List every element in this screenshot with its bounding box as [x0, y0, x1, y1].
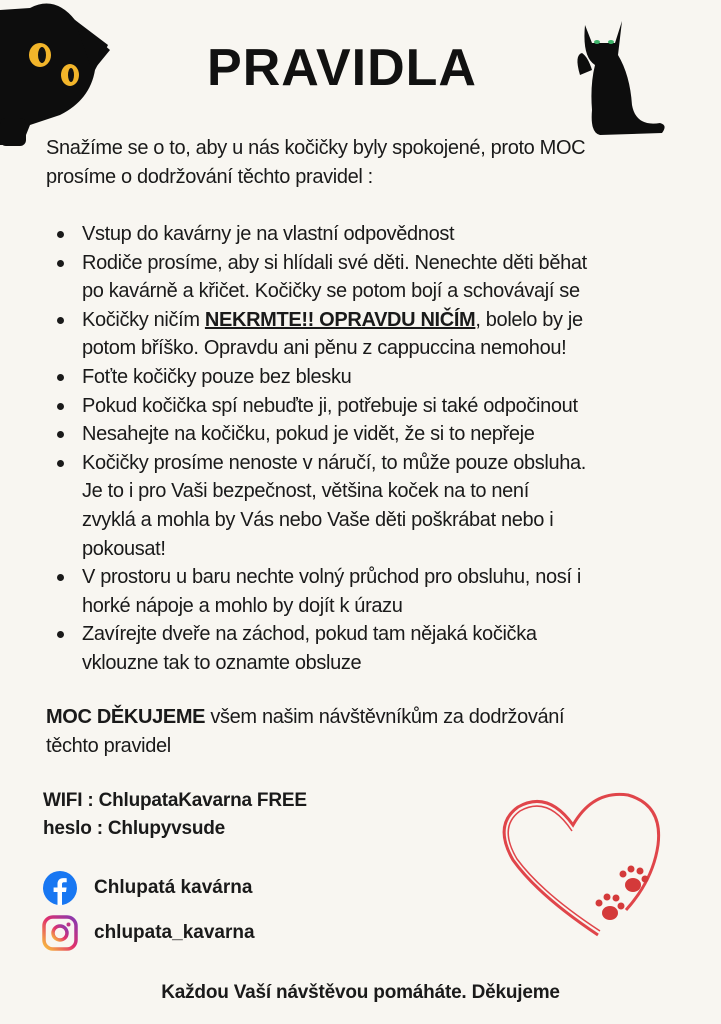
intro-line: Snažíme se o to, aby u nás kočičky byly spokojené, proto MOC: [46, 137, 586, 159]
thanks-line: těchto pravidel: [46, 734, 171, 757]
wifi-name: WIFI : ChlupataKavarna FREE: [43, 790, 307, 811]
rule-text: Foťte kočičky pouze bez blesku: [82, 365, 352, 388]
bullet-icon: [57, 631, 64, 638]
rule-text: Vstup do kavárny je na vlastní odpovědnost: [82, 223, 455, 245]
rule-text: Pokud kočička spí nebuďte ji, potřebuje si také odpočinout: [82, 394, 578, 417]
rule-item: [0, 420, 587, 449]
rule-text: Rodiče prosíme, aby si hlídali své děti. Nenechte děti běhat: [82, 251, 587, 274]
rule-item: [0, 306, 587, 363]
instagram-icon: [42, 915, 78, 951]
rule-item: [0, 363, 587, 392]
rule-text: V prostoru u baru nechte volný průchod pro obsluhu, nosí i: [82, 566, 581, 589]
footer-text: Každou Vaší návštěvou pomáháte. Děkujeme: [161, 982, 560, 1003]
thanks-bold: MOC DĚKUJEME: [46, 706, 206, 728]
rule-text: Je to i pro Vaši bezpečnost, většina koček na to není: [82, 480, 529, 503]
wifi-password: heslo : Chlupyvsude: [43, 818, 226, 839]
intro-line: prosíme o dodržování těchto pravidel :: [46, 165, 373, 188]
rule-text: vklouzne tak to oznamte obsluze: [82, 651, 362, 674]
rule-item: [0, 563, 587, 620]
rule-text: Kočičky prosíme nenoste v náručí, to může pouze obsluha.: [82, 451, 587, 474]
instagram-link[interactable]: [42, 915, 255, 951]
facebook-link[interactable]: [42, 870, 252, 906]
rule-text: zvyklá a mohla by Vás nebo Vaše děti poškrábat nebo i: [82, 508, 554, 531]
rule-text: po kavárně a křičet. Kočičky se potom bojí a schovávají se: [82, 280, 580, 303]
rule-emphasis: NEKRMTE!! OPRAVDU NIČÍM: [204, 308, 476, 331]
rule-text: potom bříško. Opravdu ani pěnu z cappuccina nemohou!: [82, 337, 567, 360]
bullet-icon: [57, 231, 64, 238]
sitting-cat-illustration: [570, 15, 670, 140]
bullet-icon: [57, 431, 64, 438]
instagram-label: chlupata_kavarna: [94, 922, 255, 943]
thanks-text: [46, 703, 564, 760]
bullet-icon: [57, 317, 64, 324]
thanks-rest: všem našim návštěvníkům za dodržování: [205, 706, 565, 728]
rule-text: pokousat!: [82, 537, 166, 560]
bullet-icon: [57, 403, 64, 410]
rule-text: Zavírejte dveře na záchod, pokud tam nějaká kočička: [82, 623, 537, 646]
rule-item: [0, 220, 587, 249]
rule-text: horké nápoje a mohlo by dojít k úrazu: [82, 594, 403, 617]
heart-paws-illustration: [498, 785, 670, 945]
rule-item: [0, 392, 587, 421]
rule-text: Nesahejte na kočičku, pokud je vidět, že si to nepřeje: [82, 423, 535, 446]
facebook-label: Chlupatá kavárna: [94, 877, 253, 898]
rule-text: , bolelo by je: [475, 308, 583, 331]
facebook-icon: [42, 870, 78, 906]
rule-item: [0, 449, 587, 563]
rule-item: [0, 249, 587, 306]
intro-text: [46, 134, 585, 191]
rule-text: Kočičky ničím: [82, 308, 205, 331]
bullet-icon: [57, 374, 64, 381]
bullet-icon: [57, 460, 64, 467]
rule-item: [0, 620, 587, 677]
bullet-icon: [57, 574, 64, 581]
page-title: PRAVIDLA: [207, 39, 477, 97]
rules-list: [0, 220, 587, 678]
bullet-icon: [57, 260, 64, 267]
